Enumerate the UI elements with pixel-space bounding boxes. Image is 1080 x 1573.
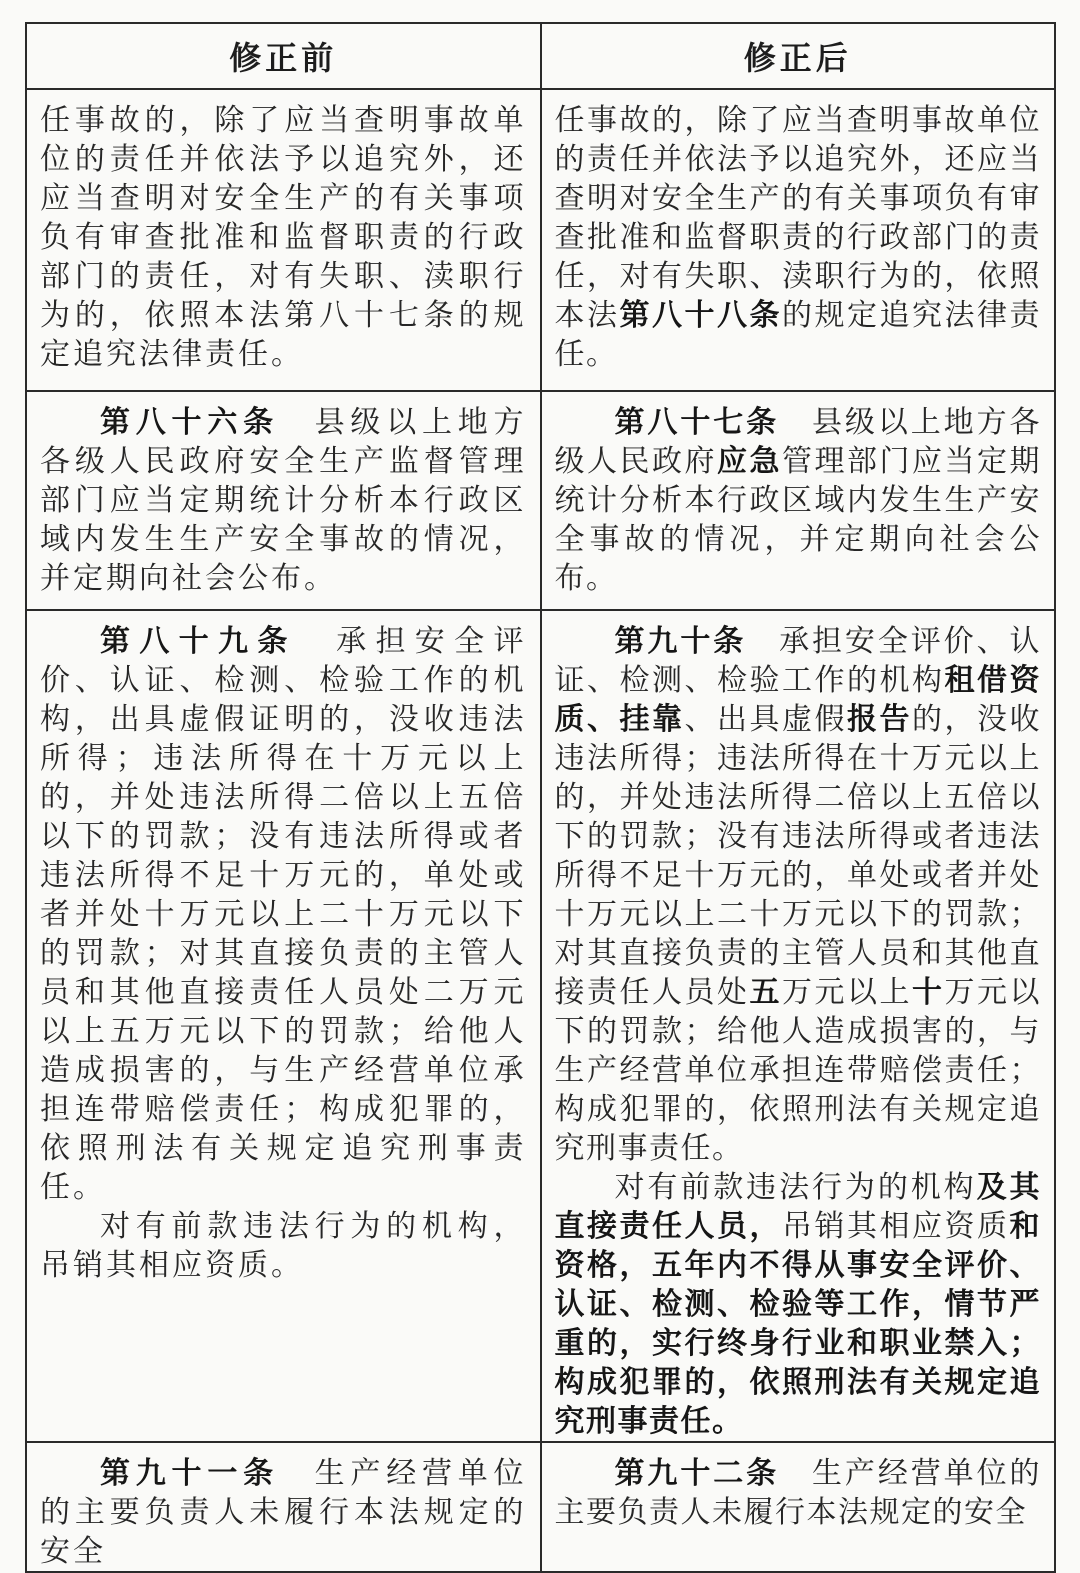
paragraph <box>40 622 527 1207</box>
amendment-comparison-table <box>25 22 1056 1573</box>
table-row <box>26 610 1055 1442</box>
amended-text-segment: 第九十二条 <box>614 1457 780 1490</box>
amended-text-segment: 租借资质、挂靠 <box>554 664 1041 736</box>
cell-text <box>27 1443 540 1571</box>
cell-text <box>27 392 540 598</box>
text-segment: 对有前款违法行为的机构，吊销其相应资质。 <box>40 1210 527 1282</box>
paragraph <box>555 101 1042 374</box>
amended-text-segment: 第八十七条 <box>614 406 780 439</box>
cell-before <box>26 89 541 391</box>
cell-after <box>541 391 1056 610</box>
amended-text-segment: 十 <box>912 976 945 1009</box>
text-segment: 县级以上地方各级人民政府 <box>554 406 1042 478</box>
amended-text-segment: 应急 <box>717 445 782 478</box>
paragraph <box>555 1168 1042 1441</box>
table-row <box>26 89 1055 391</box>
text-segment: 承担安全评价、认证、检测、检验工作的机构 <box>554 625 1042 697</box>
paragraph <box>40 403 527 598</box>
cell-before <box>26 610 541 1442</box>
text-segment: 万元以下的罚款；给他人造成损害的，与生产经营单位承担连带赔偿责任；构成犯罪的，依照刑法有关规定追究刑事责任。 <box>554 976 1041 1165</box>
cell-before <box>26 391 541 610</box>
cell-text <box>27 611 540 1285</box>
paragraph <box>40 1454 527 1571</box>
cell-text <box>542 392 1055 598</box>
paragraph <box>40 101 527 374</box>
column-header-before: 修正前 <box>26 23 541 89</box>
text-segment: 吊销其相应资质 <box>782 1210 1010 1243</box>
table-row <box>26 1442 1055 1572</box>
amended-text-segment: 第九十一条 <box>100 1457 279 1490</box>
cell-text <box>542 611 1055 1441</box>
column-header-after: 修正后 <box>541 23 1056 89</box>
table-body <box>26 89 1055 1572</box>
amended-text-segment: 第八十六条 <box>100 406 279 439</box>
paragraph <box>40 1207 527 1285</box>
cell-after <box>541 89 1056 391</box>
header-row <box>26 23 1055 89</box>
text-segment: 的，没收违法所得；违法所得在十万元以上的，并处违法所得二倍以上五倍以下的罚款；没有违法所得或者违法所得不足十万元的，单处或者并处十万元以上二十万元以下的罚款；对其直接负责的主管人员和其他直接责任人员处 <box>554 703 1041 1009</box>
table-row <box>26 391 1055 610</box>
cell-after <box>541 1442 1056 1572</box>
text-segment: 生产经营单位的主要负责人未履行本法规定的安全 <box>40 1457 527 1568</box>
amended-text-segment: 和资格，五年内不得从事安全评价、认证、检测、检验等工作，情节严重的，实行终身行业和职业禁入；构成犯罪的，依照刑法有关规定追究刑事责任。 <box>554 1210 1041 1438</box>
text-segment: 对有前款违法行为的机构 <box>614 1171 977 1204</box>
text-segment: 县级以上地方各级人民政府安全生产监督管理部门应当定期统计分析本行政区域内发生生产安全事故的情况，并定期向社会公布。 <box>40 406 527 595</box>
paragraph <box>555 622 1042 1168</box>
text-segment: 承担安全评价、认证、检测、检验工作的机构，出具虚假证明的，没收违法所得；违法所得在十万元以上的，并处违法所得二倍以上五倍以下的罚款；没有违法所得或者违法所得不足十万元的，单处或者并处十万元以上二十万元以下的罚款；对其直接负责的主管人员和其他直接责任人员处二万元以上五万元以下的罚款；给他人造成损害的，与生产经营单位承担连带赔偿责任；构成犯罪的，依照刑法有关规定追究刑事责任。 <box>40 625 527 1204</box>
cell-before <box>26 1442 541 1572</box>
cell-text <box>542 90 1055 374</box>
text-segment: 生产经营单位的主要负责人未履行本法规定的安全 <box>554 1457 1042 1529</box>
amended-text-segment: 五 <box>749 976 782 1009</box>
amended-text-segment: 及其直接责任人员， <box>554 1171 1042 1243</box>
amended-text-segment: 第九十条 <box>614 625 747 658</box>
text-segment: 任事故的，除了应当查明事故单位的责任并依法予以追究外，还应当查明对安全生产的有关事项负有审查批准和监督职责的行政部门的责任，对有失职、渎职行为的，依照本法第八十七条的规定追究法律责任。 <box>40 104 527 371</box>
text-segment: 任事故的，除了应当查明事故单位的责任并依法予以追究外，还应当查明对安全生产的有关事项负有审查批准和监督职责的行政部门的责任，对有失职、渎职行为的，依照本法 <box>554 104 1041 332</box>
amended-text-segment: 报告 <box>847 703 912 736</box>
cell-text <box>542 1443 1055 1532</box>
text-segment: 管理部门应当定期统计分析本行政区域内发生生产安全事故的情况，并定期向社会公布。 <box>554 445 1041 595</box>
paragraph <box>555 403 1042 598</box>
amended-text-segment: 第八十九条 <box>100 625 297 658</box>
text-segment: 、出具虚假 <box>684 703 847 736</box>
text-segment: 的规定追究法律责任。 <box>554 299 1041 371</box>
cell-after <box>541 610 1056 1442</box>
text-segment: 万元以上 <box>782 976 912 1009</box>
cell-text <box>27 90 540 374</box>
paragraph <box>555 1454 1042 1532</box>
amended-text-segment: 第八十八条 <box>619 299 782 332</box>
